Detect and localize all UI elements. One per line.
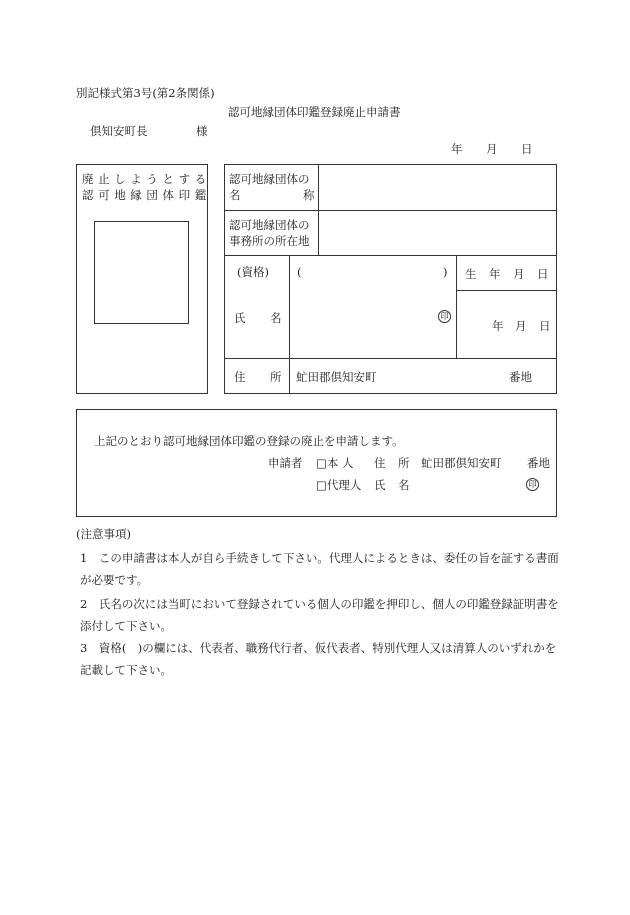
- birthdate-day-label: 日: [539, 319, 551, 333]
- date-year-label: 年: [451, 142, 463, 156]
- birthdate-month-label: 月: [515, 319, 527, 333]
- address-value: 虻田郡倶知安町: [296, 370, 377, 384]
- date-month-label: 月: [486, 142, 498, 156]
- seal-panel-label-line1: 廃止しようとする: [82, 172, 211, 186]
- form-number: 別記様式第3号(第2条関係): [76, 86, 215, 100]
- org-name-label-line2a: 名: [229, 188, 241, 202]
- org-name-label-line1: 認可地縁団体の: [229, 172, 310, 186]
- org-name-label-line2b: 称: [303, 188, 315, 202]
- seal-impression-box: [94, 221, 189, 324]
- applicant-address-suffix: 番地: [527, 456, 550, 470]
- address-label-a: 住: [234, 370, 246, 384]
- notes-heading: (注意事項): [76, 527, 131, 541]
- applicant-proxy-option: □代理人: [316, 478, 362, 492]
- birth-month-label: 月: [513, 267, 525, 281]
- address-label-b: 所: [270, 370, 282, 384]
- birth-year-label: 年: [489, 267, 501, 281]
- addressee: 倶知安町長: [90, 124, 148, 138]
- org-office-label-line1: 認可地縁団体の: [229, 218, 310, 232]
- addressee-honorific: 様: [196, 124, 208, 138]
- qualification-label: (資格): [237, 265, 269, 279]
- note-item-2: 2 氏名の次には当町において登録されている個人の印鑑を押印し、個人の印鑑登録証明書を添付して下さい。: [80, 597, 559, 633]
- info-table: [224, 164, 557, 394]
- applicant-name-label-a: 氏: [374, 478, 386, 492]
- birth-column-divider: [456, 255, 457, 358]
- person-name-label-b: 名: [270, 311, 282, 325]
- table-divider-2: [224, 255, 557, 256]
- date-day-label: 日: [521, 142, 533, 156]
- org-office-label-line2: 事務所の所在地: [229, 234, 310, 248]
- applicant-name-label-b: 名: [398, 478, 410, 492]
- qualification-paren-close: ): [443, 265, 448, 279]
- note-item-3: 3 資格( )の欄には、代表者、職務代行者、仮代表者、特別代理人又は清算人のいずれかを記載して下さい。: [80, 641, 557, 677]
- address-suffix: 番地: [509, 370, 532, 384]
- application-statement: 上記のとおり認可地縁団体印鑑の登録の廃止を申請します。: [94, 434, 404, 448]
- applicant-address-value: 虻田郡倶知安町: [421, 456, 502, 470]
- label-column-divider-bottom: [289, 255, 290, 394]
- applicant-label: 申請者: [268, 456, 303, 470]
- person-name-label-a: 氏: [234, 311, 246, 325]
- applicant-address-label-a: 住: [374, 456, 386, 470]
- applicant-seal-mark: 印: [526, 478, 539, 491]
- applicant-address-label-b: 所: [398, 456, 410, 470]
- label-column-divider-top: [318, 164, 319, 255]
- seal-panel-label-line2: 認可地縁団体印鑑: [82, 188, 211, 202]
- birth-sei-label: 生: [465, 267, 477, 281]
- applicant-self-option: □本 人: [316, 456, 354, 470]
- qualification-paren-open: (: [297, 265, 302, 279]
- note-item-1: 1 この申請書は本人が自ら手続きして下さい。代理人によるときは、委任の旨を証する書面が必要です。: [80, 551, 559, 587]
- birth-divider: [456, 290, 557, 291]
- table-divider-1: [224, 210, 557, 211]
- form-title: 認可地縁団体印鑑登録廃止申請書: [228, 105, 401, 119]
- birthdate-year-label: 年: [492, 319, 504, 333]
- seal-mark: 印: [438, 310, 451, 323]
- table-divider-3: [224, 358, 557, 359]
- birth-day-label: 日: [537, 267, 549, 281]
